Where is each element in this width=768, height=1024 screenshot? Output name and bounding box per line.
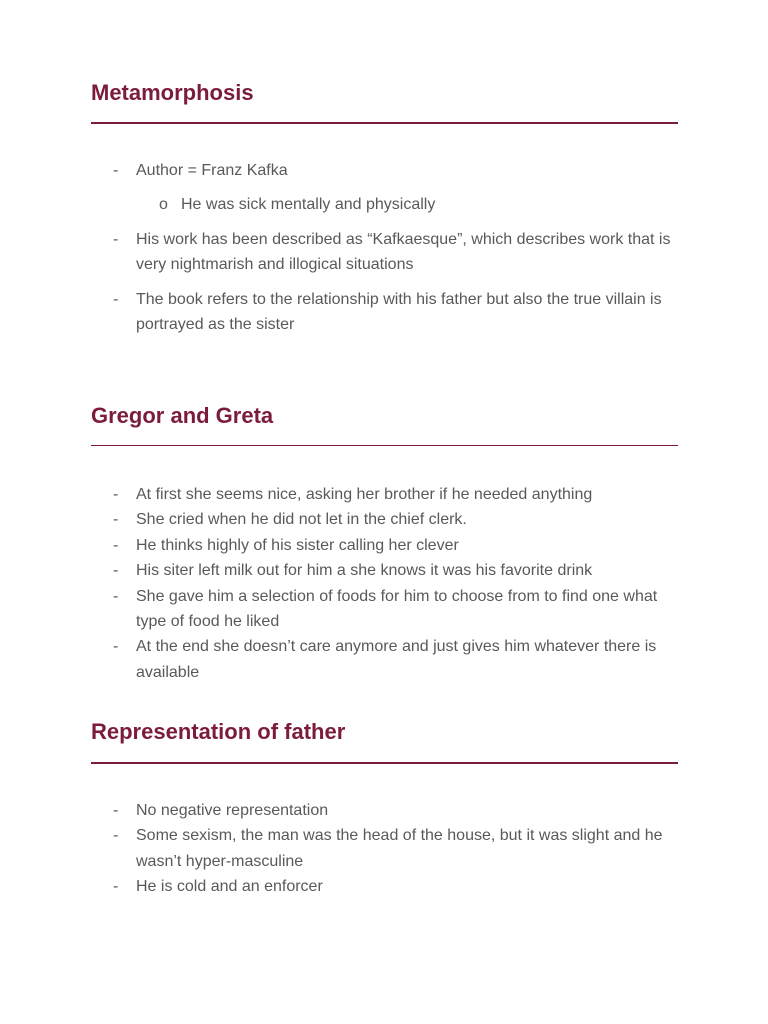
list-item (91, 287, 678, 338)
section-representation-of-father (91, 718, 678, 896)
list-item (91, 874, 678, 899)
list-item (91, 227, 678, 278)
section-heading: Representation of father (91, 719, 346, 744)
list-item-text: He thinks highly of his sister calling her clever (136, 536, 459, 554)
list-item-text: She cried when he did not let in the chief clerk. (136, 511, 467, 529)
list-item-text: Some sexism, the man was the head of the house, but it was slight and he wasn’t hyper-masculine (136, 827, 663, 870)
list-item-text: At the end she doesn’t care anymore and just gives him whatever there is available (136, 638, 657, 681)
bullet-list (91, 482, 678, 685)
list-item-text: The book refers to the relationship with his father but also the true villain is portrayed as the sister (136, 290, 662, 334)
list-item (91, 634, 678, 685)
list-item (91, 584, 678, 635)
dash-bullet: - (113, 827, 119, 845)
dash-bullet: - (113, 162, 119, 179)
bullet-list (91, 798, 678, 900)
list-item-text: At first she seems nice, asking her brother if he needed anything (136, 486, 593, 503)
list-item (91, 158, 678, 183)
heading-divider (91, 122, 678, 124)
dash-bullet: - (113, 230, 119, 248)
list-item-text: She gave him a selection of foods for him to choose from to find one what type of food he liked (136, 587, 658, 631)
dash-bullet: - (113, 802, 119, 819)
list-item-text: He was sick mentally and physically (181, 196, 436, 214)
dash-bullet: - (113, 587, 119, 605)
dash-bullet: - (113, 562, 119, 580)
dash-bullet: - (113, 878, 119, 896)
list-item-text: No negative representation (136, 802, 329, 819)
section-metamorphosis (91, 79, 678, 334)
list-item-text: He is cold and an enforcer (136, 878, 323, 896)
list-item (91, 798, 678, 823)
dash-bullet: - (113, 486, 119, 503)
section-heading: Metamorphosis (91, 80, 254, 105)
list-item (91, 507, 678, 532)
list-item (91, 558, 678, 583)
list-subitem (91, 192, 678, 217)
list-item (91, 482, 678, 507)
list-item-text: His siter left milk out for him a she knows it was his favorite drink (136, 562, 593, 580)
dash-bullet: - (113, 290, 119, 308)
list-item (91, 533, 678, 558)
list-item (91, 823, 678, 874)
list-item-text: Author = Franz Kafka (136, 162, 288, 179)
dash-bullet: - (113, 511, 119, 529)
section-gregor-and-greta (91, 402, 678, 681)
circle-bullet: o (159, 196, 168, 214)
bullet-list (91, 158, 678, 346)
heading-divider (91, 445, 678, 446)
section-heading: Gregor and Greta (91, 403, 274, 428)
heading-divider (91, 762, 678, 764)
dash-bullet: - (113, 638, 119, 656)
dash-bullet: - (113, 536, 119, 554)
list-item-text: His work has been described as “Kafkaesque”, which describes work that is very nightmarish and illogical situations (136, 230, 671, 274)
